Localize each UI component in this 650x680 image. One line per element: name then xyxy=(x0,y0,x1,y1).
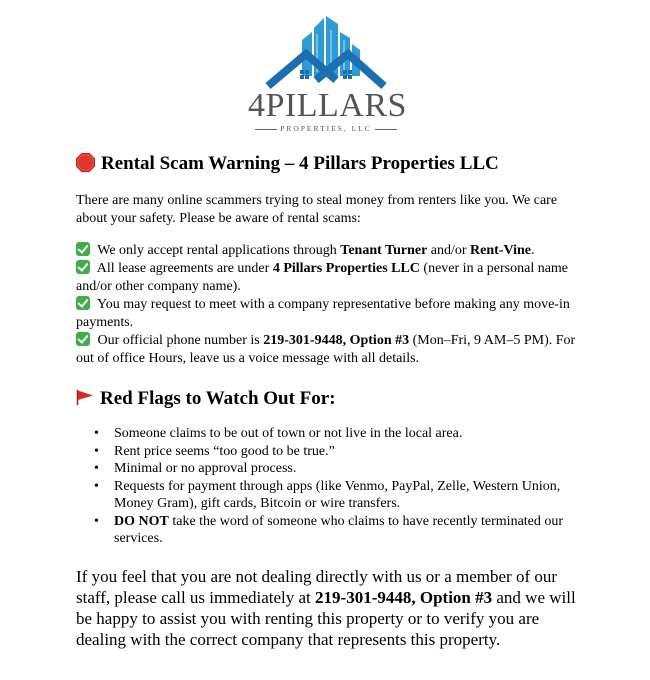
text-segment: (Mon–Fri, 9 AM–5 PM). For out of office Hours, leave us a voice message with all details. xyxy=(76,333,576,366)
bold-text: DO NOT xyxy=(114,513,169,529)
red-flags-list xyxy=(94,425,584,548)
intro-paragraph: There are many online scammers trying to steal money from renters like you. We care about your safety. Please be aware of rental scams: xyxy=(76,193,558,226)
policy-item xyxy=(76,260,576,296)
logo-divider xyxy=(375,129,397,130)
bullet-marker: • xyxy=(94,443,99,459)
logo-subtitle: PROPERTIES, LLC xyxy=(280,124,372,133)
buildings-roof-logo-icon xyxy=(248,14,404,90)
list-item xyxy=(94,478,584,513)
list-item-text: take the word of someone who claims to have recently terminated our services. xyxy=(114,513,564,546)
text-segment: We only accept rental applications through xyxy=(94,243,341,258)
text-segment: If you feel that you are not dealing directly with us or a member of our staff, please call us immediately at xyxy=(76,567,558,607)
stop-sign-icon xyxy=(76,153,95,172)
text-segment: All lease agreements are under xyxy=(94,261,273,276)
scam-warning-heading xyxy=(76,152,499,176)
text-segment: You may request to meet with a company representative before making any move-in payments. xyxy=(76,297,570,330)
bold-text: 219-301-9448, Option #3 xyxy=(263,333,410,348)
list-item xyxy=(94,443,584,461)
company-logo xyxy=(248,14,407,134)
check-box-icon xyxy=(76,260,90,274)
text-segment: and we will be happy to assist you with renting this property or to verify you are dealing with the correct company that represents this property. xyxy=(76,588,576,649)
text-segment: (never in a personal name and/or other company name). xyxy=(76,261,569,294)
list-item-text: Rent price seems “too good to be true.” xyxy=(114,443,335,459)
heading-text: Red Flags to Watch Out For: xyxy=(100,388,336,409)
policy-list xyxy=(76,242,576,368)
bold-text: 4 Pillars Properties LLC xyxy=(272,261,420,276)
policy-item xyxy=(76,296,576,332)
list-item-text: Requests for payment through apps (like Venmo, PayPal, Zelle, Western Union, Money Gram), gift cards, Bitcoin or wire transfers. xyxy=(114,478,561,511)
bullet-marker: • xyxy=(94,426,99,441)
bullet-marker: • xyxy=(94,461,99,476)
list-item-text: Someone claims to be out of town or not live in the local area. xyxy=(114,426,463,441)
bullet-marker: • xyxy=(94,478,99,494)
red-flags-heading xyxy=(76,387,336,411)
text-segment: and/or xyxy=(427,243,471,258)
check-box-icon xyxy=(76,242,90,256)
list-item xyxy=(94,425,584,443)
red-flag-icon xyxy=(76,388,94,406)
text-segment: Our official phone number is xyxy=(94,333,264,348)
list-item xyxy=(94,513,584,548)
closing-paragraph xyxy=(76,566,586,650)
logo-wordmark: 4PILLARS xyxy=(248,87,407,124)
logo-divider xyxy=(255,129,277,130)
logo-subtitle-row xyxy=(248,124,404,134)
check-box-icon xyxy=(76,332,90,346)
bullet-marker: • xyxy=(94,513,99,529)
heading-text: Rental Scam Warning – 4 Pillars Properties LLC xyxy=(101,153,499,174)
list-item-text: Minimal or no approval process. xyxy=(114,461,297,476)
text-segment: . xyxy=(530,243,535,258)
policy-item xyxy=(76,332,576,368)
bold-text: Tenant Turner xyxy=(340,243,428,258)
check-box-icon xyxy=(76,296,90,310)
policy-item xyxy=(76,242,576,260)
list-item xyxy=(94,460,584,478)
phone-number: 219-301-9448, Option #3 xyxy=(315,588,493,607)
bold-text: Rent-Vine xyxy=(470,243,531,258)
